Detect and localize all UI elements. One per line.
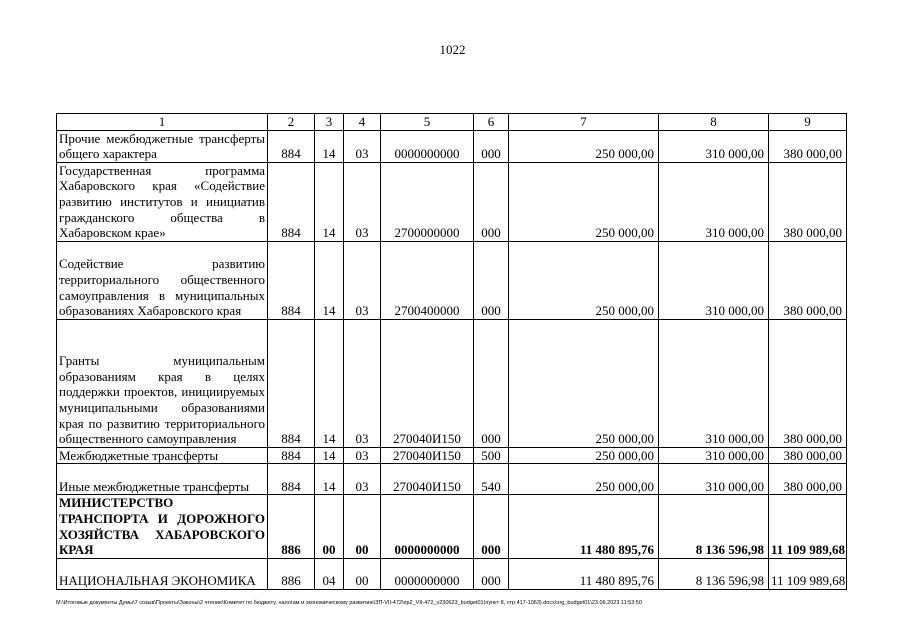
amount-year2-cell: 8 136 596,98 bbox=[659, 495, 769, 558]
target-article-cell: 0000000000 bbox=[381, 130, 474, 162]
amount-year1-cell: 250 000,00 bbox=[509, 241, 659, 319]
column-header: 3 bbox=[315, 114, 344, 131]
table-row bbox=[57, 162, 847, 241]
section-cell: 00 bbox=[315, 495, 344, 558]
column-header: 5 bbox=[381, 114, 474, 131]
row-name-cell: Содействие развитию территориального общественного самоуправления в муниципальных образованиях Хабаровского края bbox=[57, 241, 268, 319]
section-cell: 14 bbox=[315, 464, 344, 495]
column-header: 6 bbox=[474, 114, 509, 131]
ministry-code-cell: 884 bbox=[268, 241, 315, 319]
amount-year2-cell: 310 000,00 bbox=[659, 241, 769, 319]
amount-year1-cell: 11 480 895,76 bbox=[509, 558, 659, 589]
ministry-code-cell: 884 bbox=[268, 447, 315, 464]
expense-type-cell: 000 bbox=[474, 241, 509, 319]
subsection-cell: 00 bbox=[344, 495, 381, 558]
subsection-cell: 03 bbox=[344, 319, 381, 447]
expense-type-cell: 000 bbox=[474, 558, 509, 589]
amount-year2-cell: 8 136 596,98 bbox=[659, 558, 769, 589]
target-article-cell: 0000000000 bbox=[381, 495, 474, 558]
subsection-cell: 00 bbox=[344, 558, 381, 589]
table-row bbox=[57, 319, 847, 447]
ministry-code-cell: 884 bbox=[268, 464, 315, 495]
table-row bbox=[57, 464, 847, 495]
table-row bbox=[57, 558, 847, 589]
expense-type-cell: 000 bbox=[474, 495, 509, 558]
target-article-cell: 270040И150 bbox=[381, 464, 474, 495]
subsection-cell: 03 bbox=[344, 464, 381, 495]
target-article-cell: 2700400000 bbox=[381, 241, 474, 319]
row-name-cell: Межбюджетные трансферты bbox=[57, 447, 268, 464]
table-row bbox=[57, 495, 847, 558]
amount-year2-cell: 310 000,00 bbox=[659, 162, 769, 241]
column-header: 9 bbox=[769, 114, 847, 131]
section-cell: 14 bbox=[315, 130, 344, 162]
row-name-cell: Гранты муниципальным образованиям края в целях поддержки проектов, инициируемых муниципальными образованиями края по развитию территориального общественного самоуправления bbox=[57, 319, 268, 447]
ministry-code-cell: 886 bbox=[268, 495, 315, 558]
expense-type-cell: 000 bbox=[474, 130, 509, 162]
section-cell: 04 bbox=[315, 558, 344, 589]
amount-year3-cell: 380 000,00 bbox=[769, 130, 847, 162]
amount-year3-cell: 380 000,00 bbox=[769, 241, 847, 319]
amount-year3-cell: 380 000,00 bbox=[769, 447, 847, 464]
amount-year2-cell: 310 000,00 bbox=[659, 319, 769, 447]
amount-year2-cell: 310 000,00 bbox=[659, 447, 769, 464]
amount-year1-cell: 250 000,00 bbox=[509, 319, 659, 447]
subsection-cell: 03 bbox=[344, 241, 381, 319]
column-header: 1 bbox=[57, 114, 268, 131]
row-name-cell: Иные межбюджетные трансферты bbox=[57, 464, 268, 495]
row-name-cell: МИНИСТЕРСТВО ТРАНСПОРТА И ДОРОЖНОГО ХОЗЯЙСТВА ХАБАРОВСКОГО КРАЯ bbox=[57, 495, 268, 558]
row-name-cell: НАЦИОНАЛЬНАЯ ЭКОНОМИКА bbox=[57, 558, 268, 589]
ministry-code-cell: 884 bbox=[268, 162, 315, 241]
amount-year2-cell: 310 000,00 bbox=[659, 130, 769, 162]
ministry-code-cell: 884 bbox=[268, 130, 315, 162]
amount-year3-cell: 380 000,00 bbox=[769, 464, 847, 495]
target-article-cell: 270040И150 bbox=[381, 319, 474, 447]
expense-type-cell: 000 bbox=[474, 162, 509, 241]
target-article-cell: 270040И150 bbox=[381, 447, 474, 464]
subsection-cell: 03 bbox=[344, 162, 381, 241]
amount-year1-cell: 250 000,00 bbox=[509, 447, 659, 464]
section-cell: 14 bbox=[315, 162, 344, 241]
amount-year2-cell: 310 000,00 bbox=[659, 464, 769, 495]
amount-year1-cell: 250 000,00 bbox=[509, 464, 659, 495]
row-name-cell: Прочие межбюджетные трансферты общего характера bbox=[57, 130, 268, 162]
section-cell: 14 bbox=[315, 241, 344, 319]
column-header: 2 bbox=[268, 114, 315, 131]
subsection-cell: 03 bbox=[344, 130, 381, 162]
expense-type-cell: 540 bbox=[474, 464, 509, 495]
target-article-cell: 0000000000 bbox=[381, 558, 474, 589]
amount-year3-cell: 11 109 989,68 bbox=[769, 558, 847, 589]
section-cell: 14 bbox=[315, 319, 344, 447]
target-article-cell: 2700000000 bbox=[381, 162, 474, 241]
column-header: 4 bbox=[344, 114, 381, 131]
header-row bbox=[57, 114, 847, 131]
row-name-cell: Государственная программа Хабаровского края «Содействие развитию институтов и инициатив гражданского общества в Хабаровском крае» bbox=[57, 162, 268, 241]
table-row bbox=[57, 241, 847, 319]
amount-year1-cell: 250 000,00 bbox=[509, 130, 659, 162]
amount-year3-cell: 380 000,00 bbox=[769, 319, 847, 447]
subsection-cell: 03 bbox=[344, 447, 381, 464]
table-row bbox=[57, 130, 847, 162]
file-path-footer: M:\Итоговые документы Думы\7 созыв\Проекты\Законы\2 чтение\Комитет по бюджету, налогам и экономическому развитию\ЗП-VII-472\пр2_VII-472_v230623_budget01(пункт 8, стр.417-1063).docx\org_budget01\23.06.2023 11:53:50 bbox=[56, 600, 642, 606]
page-number: 1022 bbox=[439, 42, 466, 57]
column-header: 8 bbox=[659, 114, 769, 131]
expense-type-cell: 000 bbox=[474, 319, 509, 447]
amount-year1-cell: 11 480 895,76 bbox=[509, 495, 659, 558]
amount-year1-cell: 250 000,00 bbox=[509, 162, 659, 241]
ministry-code-cell: 886 bbox=[268, 558, 315, 589]
amount-year3-cell: 11 109 989,68 bbox=[769, 495, 847, 558]
budget-table bbox=[56, 113, 847, 590]
amount-year3-cell: 380 000,00 bbox=[769, 162, 847, 241]
expense-type-cell: 500 bbox=[474, 447, 509, 464]
section-cell: 14 bbox=[315, 447, 344, 464]
ministry-code-cell: 884 bbox=[268, 319, 315, 447]
column-header: 7 bbox=[509, 114, 659, 131]
table-row bbox=[57, 447, 847, 464]
